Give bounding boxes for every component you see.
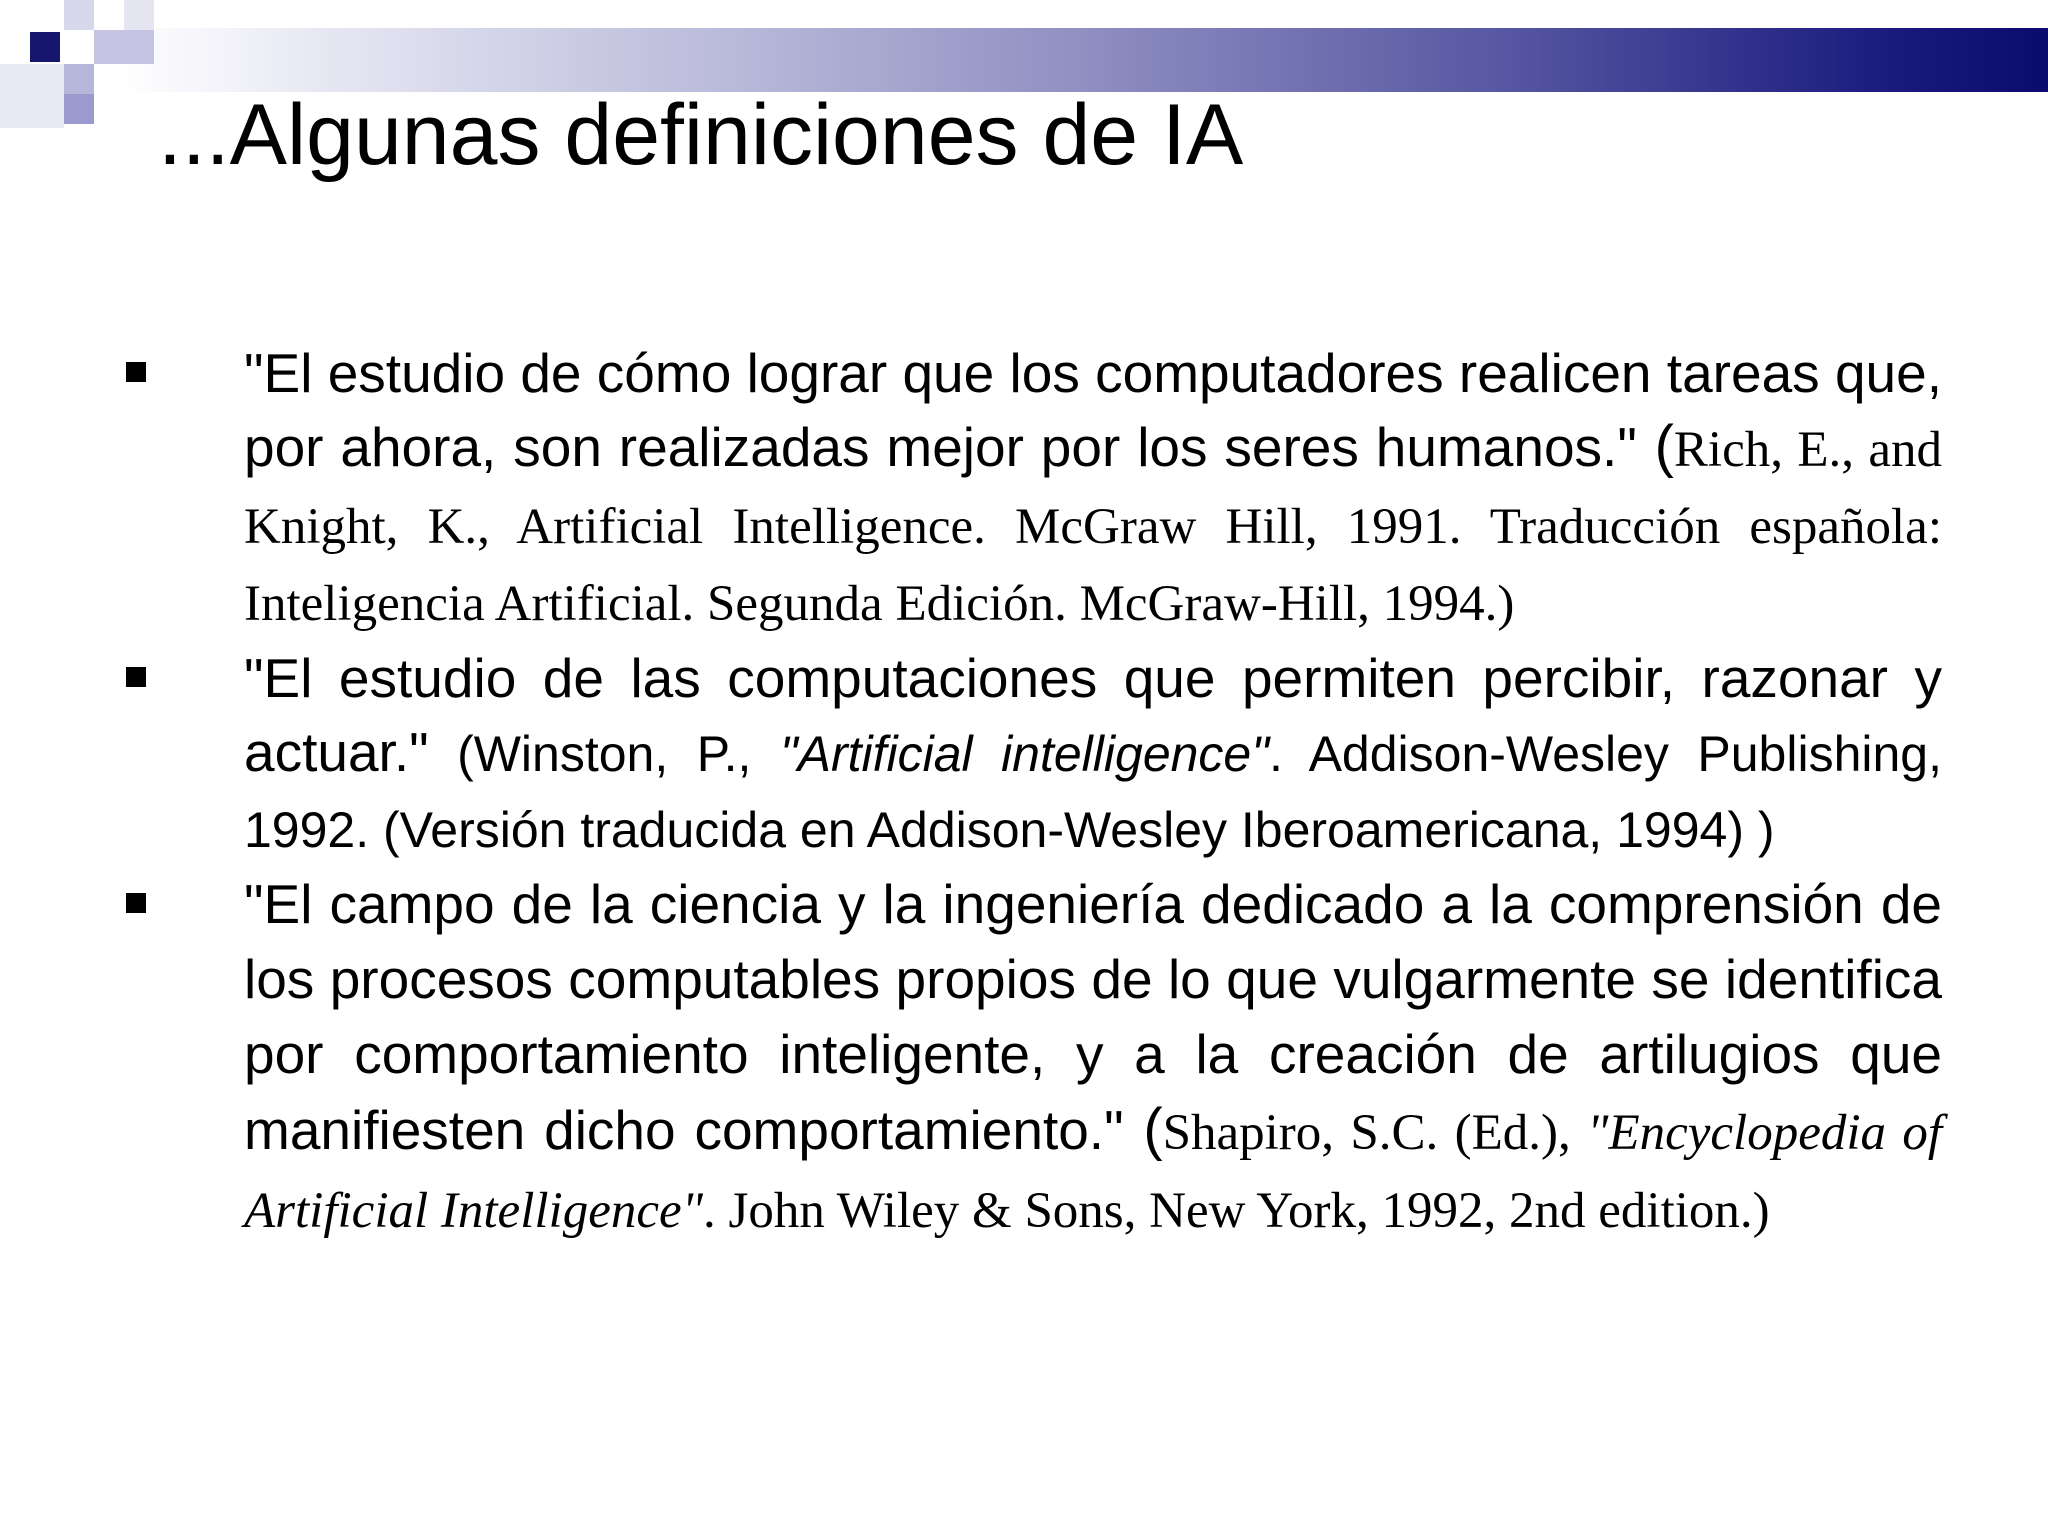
reference-open-paren: (	[1636, 414, 1674, 479]
reference-suffix: . Addison-Wesley Publishing, 1992. (Versión traducida en Addison-Wesley Iberoamericana, 1994) )	[244, 726, 1942, 858]
reference-open-paren: (	[1123, 1097, 1163, 1162]
definition-quote: "El estudio de las computaciones que permiten percibir, razonar y actuar."	[244, 647, 1942, 783]
reference-title: "Encyclopedia of Artificial Intelligence"	[244, 1105, 1942, 1239]
header-decor-square	[64, 0, 94, 30]
bullet-item-shapiro	[118, 867, 1942, 1249]
bullet-list	[118, 336, 1942, 1249]
reference-title: "Artificial intelligence"	[779, 726, 1269, 782]
header-decor-square	[64, 94, 94, 124]
slide-title: ...Algunas definiciones de IA	[158, 87, 1244, 183]
reference-suffix: . John Wiley & Sons, New York, 1992, 2nd edition.)	[703, 1183, 1770, 1239]
header-decor-square	[64, 64, 94, 94]
header-decor-square	[0, 64, 64, 128]
reference-prefix: (Winston, P.,	[428, 726, 780, 782]
definition-quote: "El campo de la ciencia y la ingeniería dedicado a la comprensión de los procesos computables propios de lo que vulgarmente se identifica por comportamiento inteligente, y a la creación de artilugios que manifiesten dicho comportamiento."	[244, 873, 1942, 1161]
definition-quote: "El estudio de cómo lograr que los computadores realicen tareas que, por ahora, son realizadas mejor por los seres humanos."	[244, 342, 1942, 478]
bullet-item-rich-knight	[118, 336, 1942, 641]
reference-prefix: Shapiro, S.C. (Ed.),	[1162, 1105, 1588, 1161]
header-decor-square-dark	[30, 32, 60, 62]
bullet-square-icon	[126, 362, 146, 382]
bullet-item-winston	[118, 641, 1942, 867]
header-decor-square	[124, 0, 154, 30]
bullet-square-icon	[126, 893, 146, 913]
bullet-square-icon	[126, 667, 146, 687]
header-decor-square	[94, 30, 154, 64]
reference-text: Rich, E., and Knight, K., Artificial Intelligence. McGraw Hill, 1991. Traducción española: Inteligencia Artificial. Segunda Edición. McGraw-Hill, 1994.)	[244, 422, 1942, 632]
